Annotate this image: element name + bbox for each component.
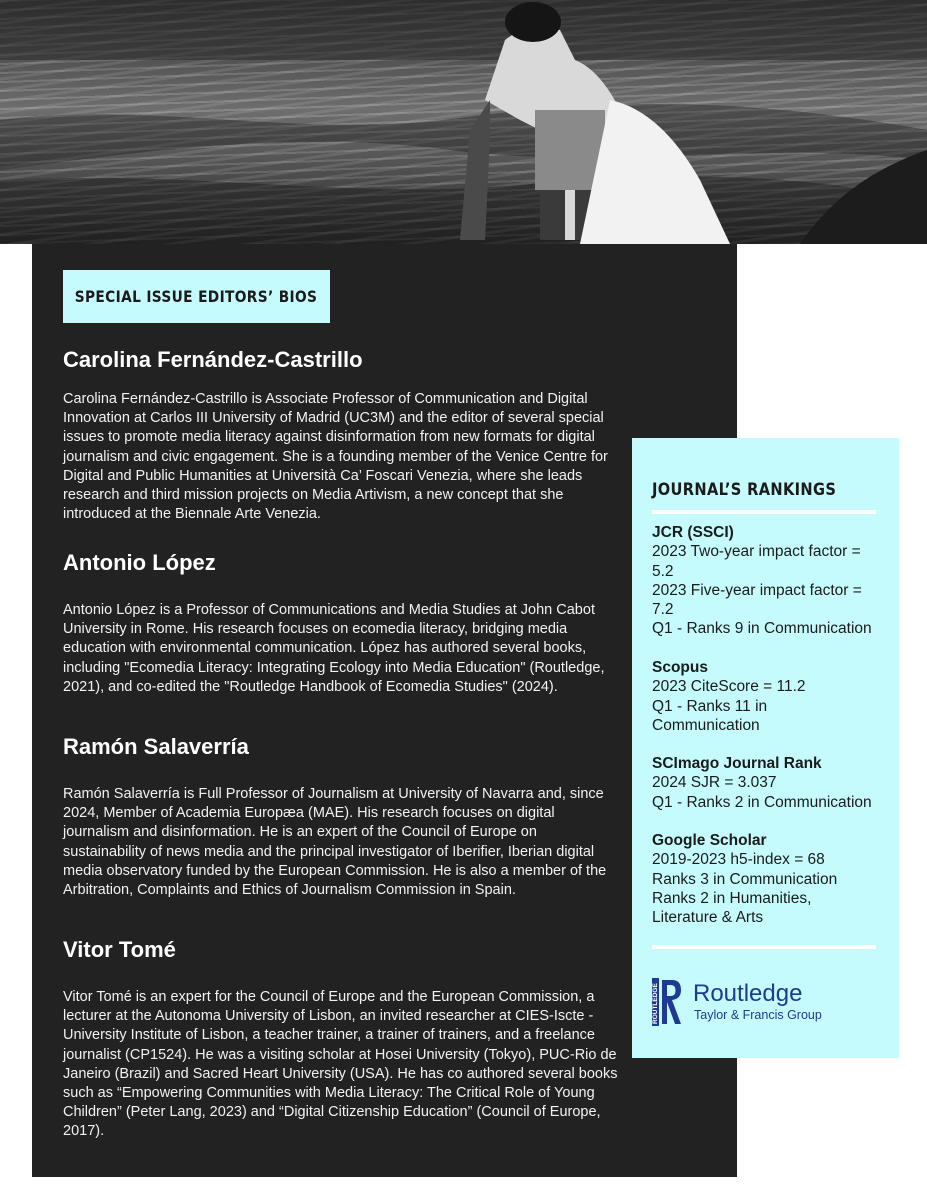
- ranking-google-scholar: [652, 831, 892, 927]
- routledge-subtitle: Taylor & Francis Group: [694, 1008, 822, 1022]
- hero-photo-illustration: [0, 0, 927, 244]
- section-tag: [63, 270, 330, 323]
- bio-text: Vitor Tomé is an expert for the Council of Europe and the European Commission, a lecturer at the Autonoma University of Lisbon, an invited researcher at CIES-Iscte - University Institute of Lisbon, a teacher trainer, a trainer of trainers, and a freelance journalist (CP1524). He was a visiting scholar at Hosei University (Tokyo), PUC-Rio de Janeiro (Brazil) and Sacred Heart University (USA). He has co authored several books such as “Empowering Communities with Media Literacy: The Critical Role of Young Children” (Peter Lang, 2023) and “Digital Citizenship Education” (Council of Europe, 2017).: [63, 989, 618, 1140]
- bio-fernandez-castrillo: [63, 346, 623, 524]
- bio-name: Carolina Fernández-Castrillo: [63, 347, 363, 372]
- bio-text: Ramón Salaverría is Full Professor of Journalism at University of Navarra and, since 2024, Member of Academia Europæa (MAE). His research focuses on digital journalism and disinformation. He is an expert of the Council of Europe on sustainability of news media and the principal investigator of Iberifier, Iberian digital media observatory funded by the European Commission. He is also a member of the Arbitration, Complaints and Ethics of Journalism Commission in Spain.: [63, 786, 607, 899]
- ranking-line: Ranks 2 in Humanities,: [652, 889, 812, 907]
- ranking-line: Communication: [652, 716, 760, 734]
- ranking-name: JCR (SSCI): [652, 524, 734, 541]
- ranking-name: SCImago Journal Rank: [652, 755, 822, 772]
- rankings-box: [632, 438, 899, 1058]
- ranking-line: 2023 Five-year impact factor =: [652, 581, 862, 599]
- ranking-line: 5.2: [652, 562, 674, 580]
- routledge-vertical-text: ROUTLEDGE: [652, 983, 659, 1024]
- ranking-scopus: [652, 658, 892, 735]
- ranking-name: Google Scholar: [652, 832, 767, 849]
- routledge-brand: Routledge: [693, 980, 803, 1007]
- bio-tome: [63, 936, 623, 1142]
- rankings-divider-bottom: [652, 945, 876, 949]
- bio-name: Vitor Tomé: [63, 937, 176, 962]
- hero-photo: [0, 0, 927, 244]
- routledge-logo: [652, 978, 852, 1026]
- ranking-jcr: [652, 523, 892, 639]
- bio-name: Ramón Salaverría: [63, 734, 249, 759]
- ranking-line: 2023 Two-year impact factor =: [652, 543, 861, 561]
- ranking-line: Q1 - Ranks 2 in Communication: [652, 793, 872, 811]
- bio-text: Antonio López is a Professor of Communications and Media Studies at John Cabot University in Rome. His research focuses on ecomedia literacy, bridging media education with environmental communication. López has authored several books, including "Ecomedia Literacy: Integrating Ecology into Media Education" (Routledge, 2021), and co-edited the "Routledge Handbook of Ecomedia Studies" (2024).: [63, 602, 605, 695]
- rankings-divider-top: [652, 510, 876, 514]
- ranking-name: Scopus: [652, 659, 708, 676]
- bio-salaverria: [63, 733, 623, 900]
- bio-text: Carolina Fernández-Castrillo is Associate Professor of Communication and Digital Innovation at Carlos III University of Madrid (UC3M) and the editor of several special issues to promote media literacy against disinformation from new formats for digital journalism and civic engagement. She is a founding member of the Venice Centre for Digital and Public Humanities at Università Ca’ Foscari Venezia, where she leads research and third mission projects on Media Artivism, a new concept that she introduced at the Biennale Arte Venezia.: [63, 391, 608, 523]
- routledge-r-icon: [652, 978, 682, 1026]
- ranking-line: 2019-2023 h5-index = 68: [652, 851, 825, 869]
- bio-name: Antonio López: [63, 550, 216, 575]
- ranking-line: Q1 - Ranks 9 in Communication: [652, 620, 872, 638]
- ranking-scimago: [652, 754, 892, 812]
- rankings-title: JOURNAL’S RANKINGS: [652, 480, 837, 500]
- ranking-line: 7.2: [652, 601, 674, 619]
- ranking-line: Ranks 3 in Communication: [652, 870, 838, 888]
- section-tag-label: SPECIAL ISSUE EDITORS’ BIOS: [75, 287, 318, 306]
- bio-lopez: [63, 549, 623, 697]
- ranking-line: 2023 CiteScore = 11.2: [652, 678, 806, 696]
- ranking-line: 2024 SJR = 3.037: [652, 774, 777, 792]
- ranking-line: Literature & Arts: [652, 909, 764, 927]
- ranking-line: Q1 - Ranks 11 in: [652, 697, 768, 715]
